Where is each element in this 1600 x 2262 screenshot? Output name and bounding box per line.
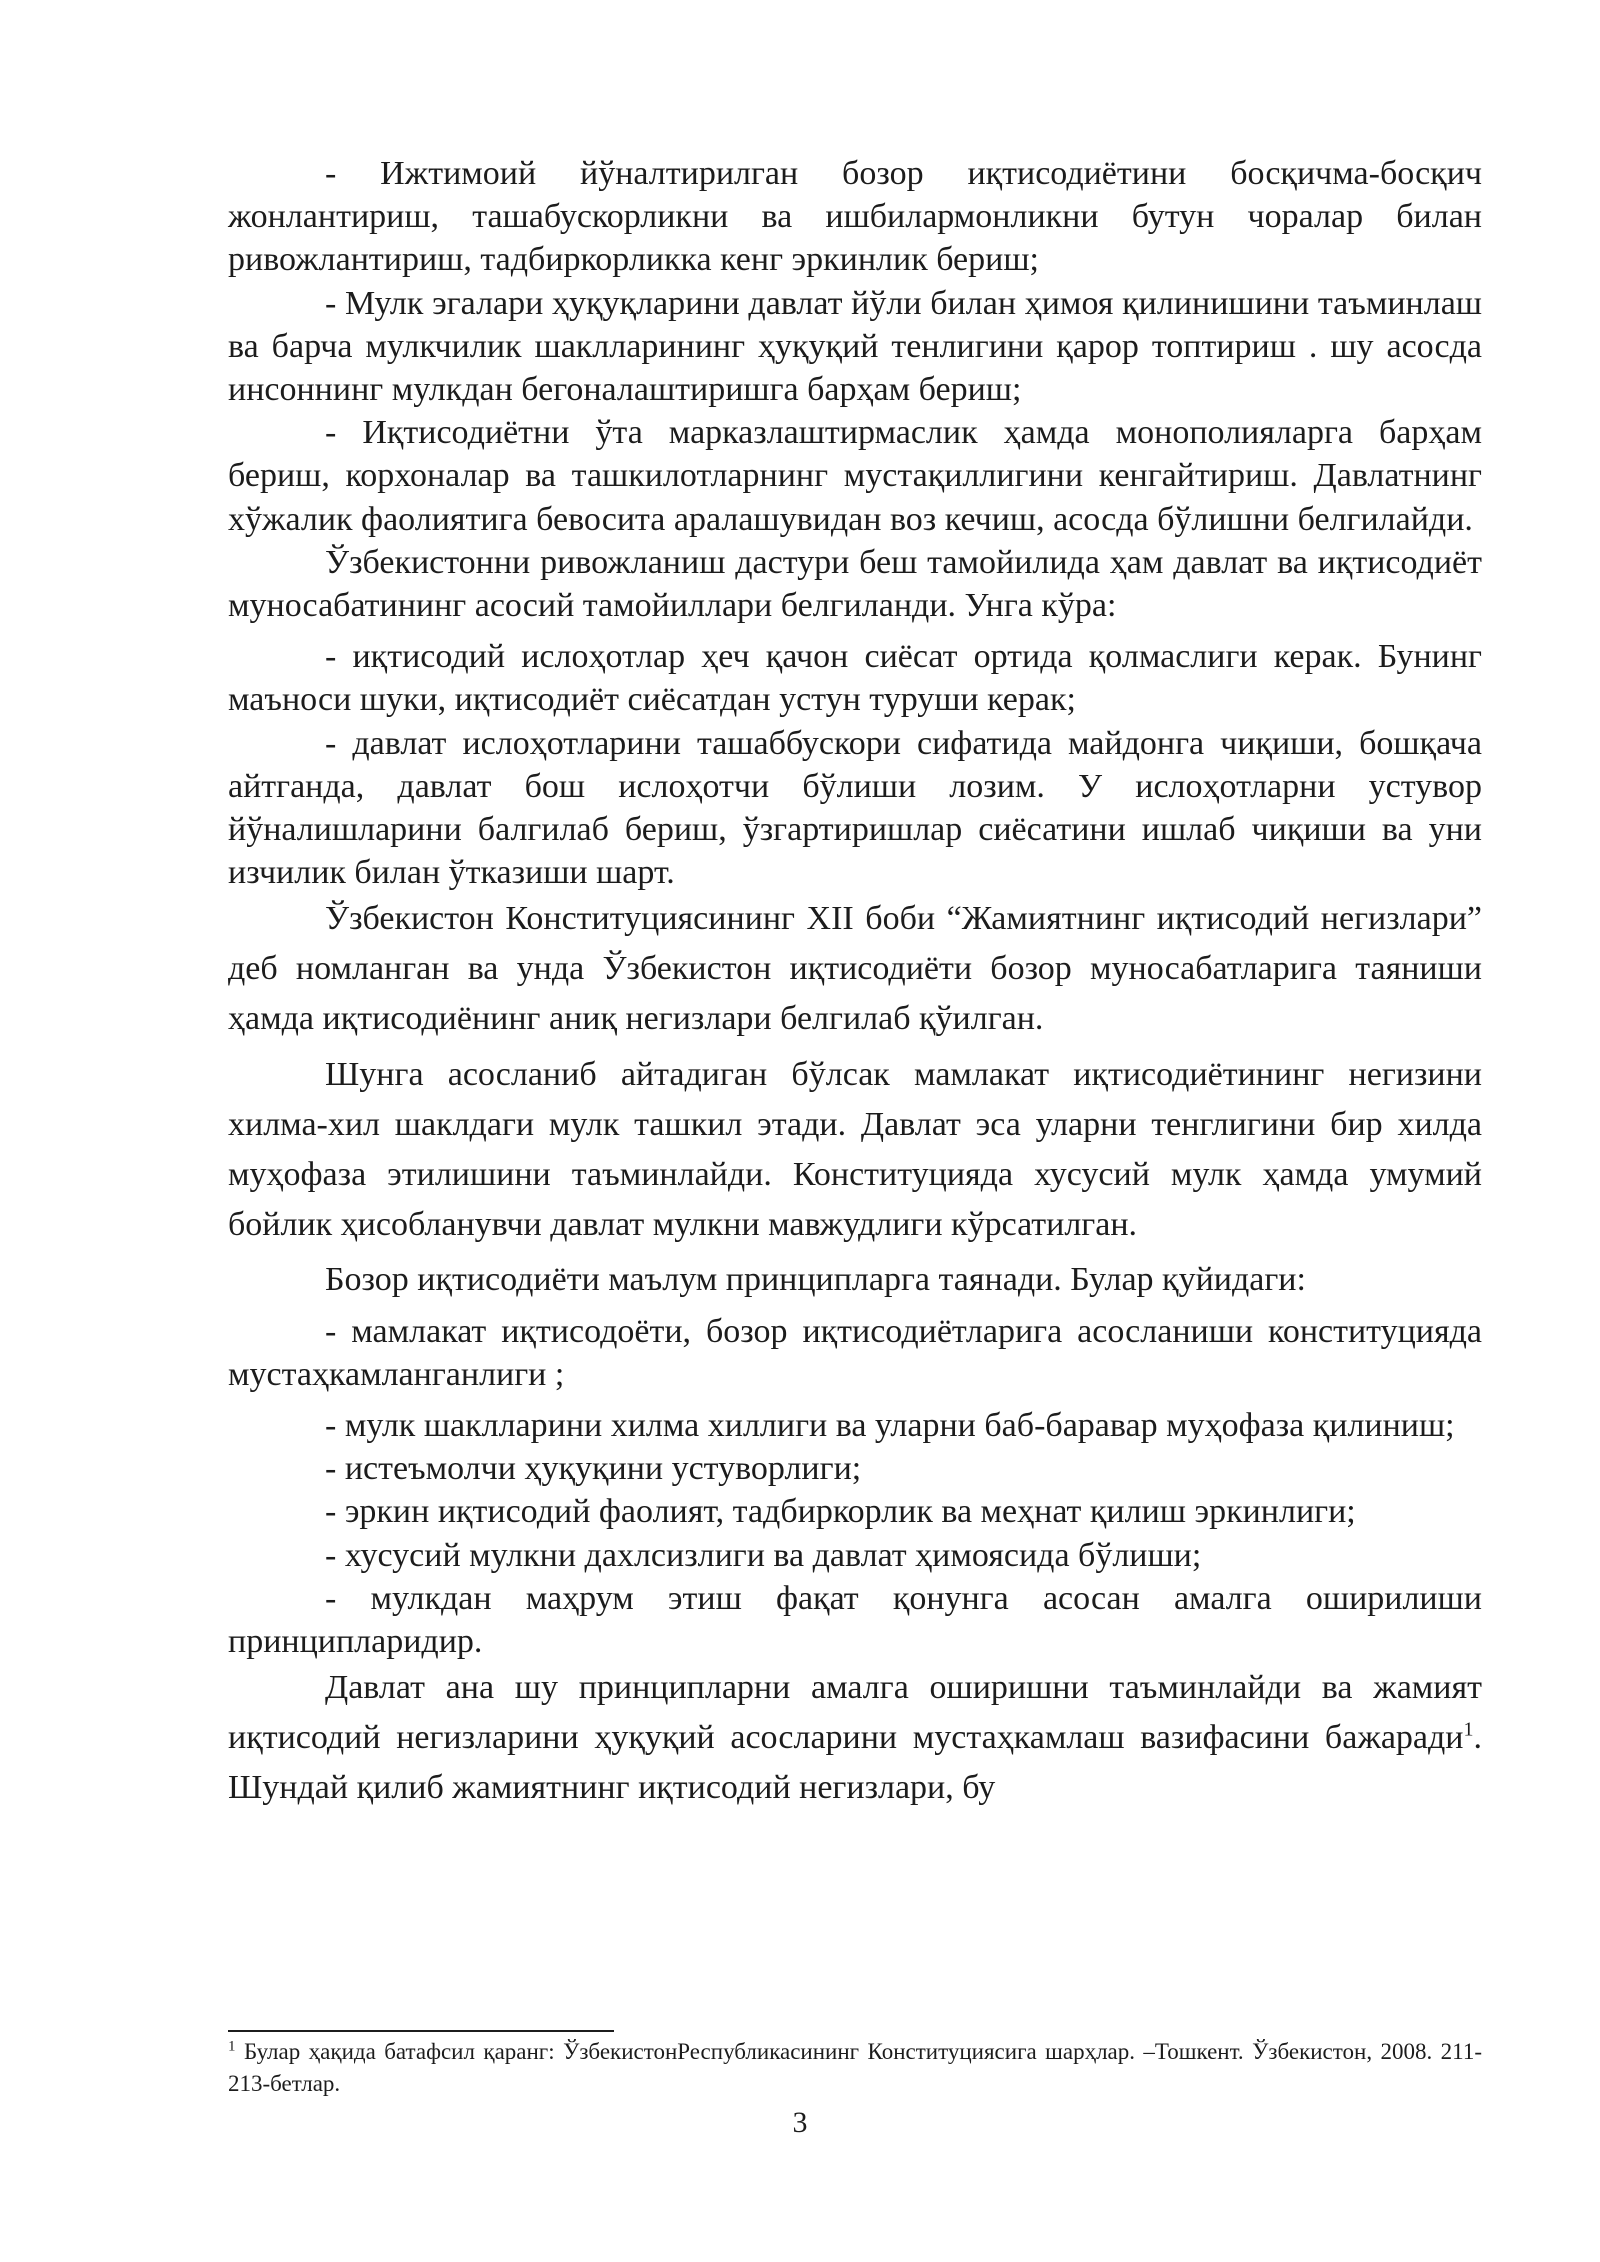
- bullet-paragraph: - истеъмолчи ҳуқуқини устуворлиги;: [325, 1450, 862, 1488]
- bullet-paragraph: - Мулк эгалари ҳуқуқларини давлат йўли билан ҳимоя қилинишини таъминлаш ва барча мулкчилик шаклларининг ҳуқуқий тенлигини қарор топтириш . шу асосда инсоннинг мулкдан бегоналаштиришга барҳам бериш;: [228, 284, 1482, 409]
- paragraph: Бозор иқтисодиёти маълум принципларга таянади. Булар қуйидаги:: [325, 1261, 1306, 1299]
- bullet-paragraph: - эркин иқтисодий фаолият, тадбиркорлик ва меҳнат қилиш эркинлиги;: [325, 1493, 1356, 1531]
- document-body: [228, 152, 1482, 1813]
- bullet-paragraph: - Иқтисодиётни ўта марказлаштирмаслик ҳамда монополияларга барҳам бериш, корхоналар ва ташкилотларнинг мустақиллигини кенгайтириш. Давлатнинг хўжалик фаолиятига бевосита аралашувидан воз кечиш, асосда бўлишни белгилайди.: [228, 414, 1482, 538]
- footnote-reference[interactable]: 1: [1463, 1718, 1474, 1741]
- bullet-paragraph: - мулкдан маҳрум этиш фақат қонунга асосан амалга оширилиши принципларидир.: [228, 1579, 1482, 1661]
- paragraph: Ўзбекистонни ривожланиш дастури беш тамойилида ҳам давлат ва иқтисодиёт муносабатининг асосий тамойиллари белгиланди. Унга кўра:: [228, 543, 1482, 625]
- bullet-paragraph: - иқтисодий ислоҳотлар ҳеч қачон сиёсат ортида қолмаслиги керак. Бунинг маъноси шуки, иқтисодиёт сиёсатдан устун туруши керак;: [228, 638, 1482, 719]
- footnote-separator: [228, 2030, 614, 2032]
- paragraph: Шунга асосланиб айтадиган бўлсак мамлакат иқтисодиётининг негизини хилма-хил шаклдаги мулк ташкил этади. Давлат эса уларни тенглигини бир хилда муҳофаза этилишини таъминлайди. Конституцияда хусусий мулк ҳамда умумий бойлик ҳисобланувчи давлат мулкни мавжудлиги кўрсатилган.: [228, 1056, 1482, 1244]
- footnote-marker: 1: [228, 2038, 236, 2055]
- footnote: [228, 2036, 1482, 2100]
- paragraph-text: Давлат ана шу принципларни амалга оширишни таъминлайди ва жамият иқтисодий негизларини ҳуқуқий асосларини мустаҳкамлаш вазифасини бажаради: [228, 1669, 1482, 1757]
- paragraph: Ўзбекистон Конституциясининг XII боби “Жамиятнинг иқтисодий негизлари” деб номланган ва унда Ўзбекистон иқтисодиёти бозор муносабатларига таяниши ҳамда иқтисодиёнинг аниқ негизлари белгилаб қўилган.: [228, 900, 1482, 1038]
- page-number: 3: [792, 2106, 808, 2139]
- paragraph-with-footnote: [228, 1663, 1482, 1813]
- bullet-paragraph: - Ижтимоий йўналтирилган бозор иқтисодиётини босқичма-босқич жонлантириш, ташабускорликни ва ишбилармонликни бутун чоралар билан ривожлантириш, тадбиркорликка кенг эркинлик бериш;: [228, 155, 1482, 279]
- bullet-paragraph: - давлат ислоҳотларини ташаббускори сифатида майдонга чиқиши, бошқача айтганда, давлат бош ислоҳотчи бўлиши лозим. У ислоҳотларни устувор йўналишларини балгилаб бериш, ўзгартиришлар сиёсатини ишлаб чиқиши ва уни изчилик билан ўтказиши шарт.: [228, 724, 1482, 892]
- bullet-paragraph: - мамлакат иқтисодоёти, бозор иқтисодиётларига асосланиши конституцияда мустаҳкамланганлиги ;: [228, 1312, 1482, 1393]
- paragraph-text: . Шундай қилиб жамиятнинг иқтисодий негизлари, бу: [228, 1719, 1482, 1807]
- bullet-paragraph: - хусусий мулкни дахлсизлиги ва давлат ҳимоясида бўлиши;: [325, 1536, 1202, 1574]
- footnote-text: Булар ҳақида батафсил қаранг: ЎзбекистонРеспубликасининг Конституциясига шарҳлар. –Тошкент. Ўзбекистон, 2008. 211-213-бетлар.: [228, 2039, 1482, 2096]
- bullet-paragraph: - мулк шаклларини хилма хиллиги ва уларни баб-баравар муҳофаза қилиниш;: [325, 1407, 1455, 1445]
